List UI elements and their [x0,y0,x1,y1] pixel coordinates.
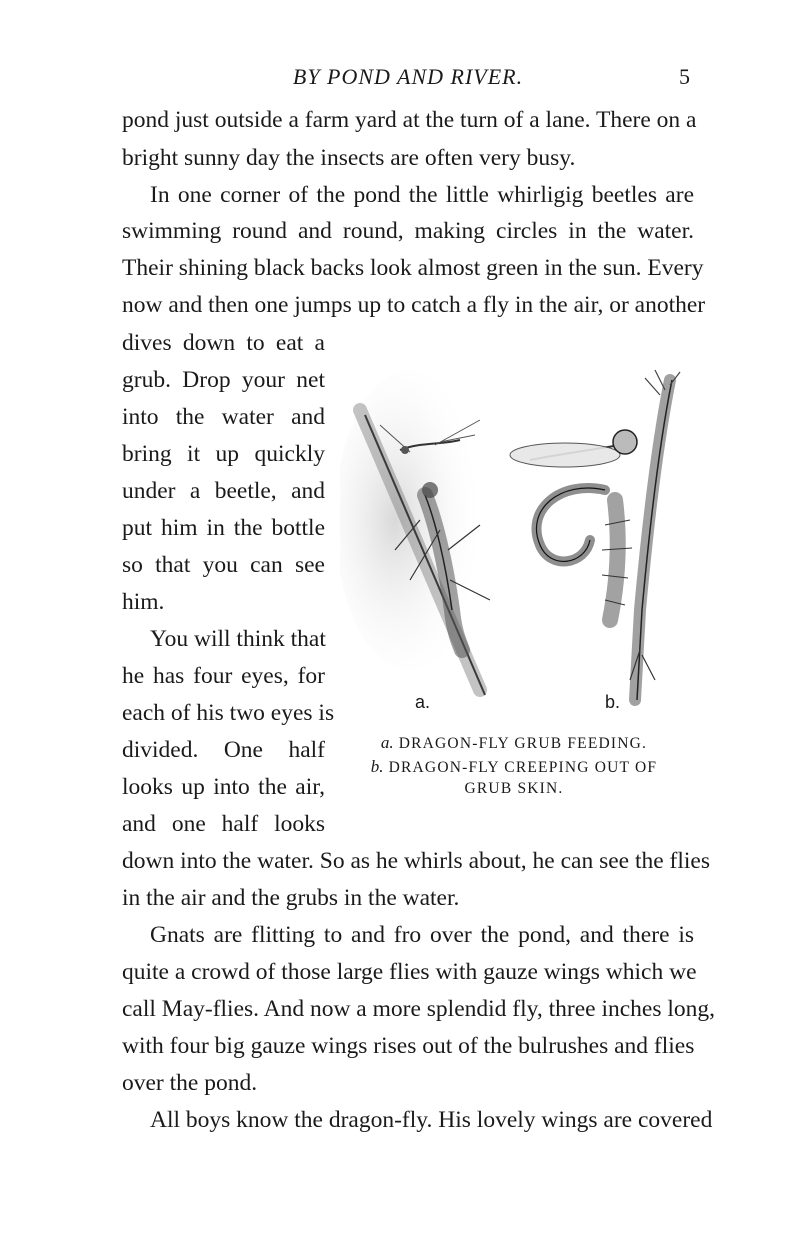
text-line: he has four eyes, for [122,663,325,689]
text-line: and one half looks [122,811,325,837]
text-line: each of his two eyes is [122,700,335,726]
text-line: call May-flies. And now a more splendid fly, three inches long, [122,996,716,1022]
text-line: with four big gauze wings rises out of the bulrushes and flies [122,1033,695,1059]
dragonfly-drawing [340,350,695,720]
running-title: BY POND AND RIVER. [292,64,524,89]
text-line: You will think that [150,626,326,652]
text-line: All boys know the dragon-fly. His lovely wings are covered [150,1107,713,1133]
text-line: in the air and the grubs in the water. [122,885,460,911]
text-line: over the pond. [122,1070,258,1096]
text-line: pond just outside a farm yard at the turn of a lane. There on a [122,107,697,133]
text-line: into the water and [122,404,325,430]
figure-caption-line-3: GRUB SKIN. [464,780,564,797]
page-header [122,62,694,94]
text-line: under a beetle, and [122,478,325,504]
caption-text: DRAGON-FLY CREEPING OUT OF [388,759,658,776]
text-line: down into the water. So as he whirls about, he can see the flies [122,848,711,874]
caption-letter: b. [370,757,384,776]
text-line: him. [122,589,165,615]
text-line: bright sunny day the insects are often very busy. [122,145,576,171]
text-line: grub. Drop your net [122,367,325,393]
text-line: In one corner of the pond the little whirligig beetles are [150,182,694,208]
figure-caption-line-1 [334,733,694,753]
dragonfly-illustration [340,350,695,720]
text-line: quite a crowd of those large flies with gauze wings which we [122,959,697,985]
page-number: 5 [679,64,690,89]
text-line: swimming round and round, making circles in the water. [122,218,694,244]
caption-letter: a. [380,733,394,752]
text-line: so that you can see [122,552,325,578]
text-line: now and then one jumps up to catch a fly in the air, or another [122,292,706,318]
figure-label-b: b. [605,692,621,712]
text-line: Their shining black backs look almost green in the sun. Every [122,255,704,281]
text-line: put him in the bottle [122,515,325,541]
figure-label-a: a. [415,692,431,712]
figure-caption-line-2 [334,757,694,777]
text-line: bring it up quickly [122,441,325,467]
text-line: divided. One half [122,737,325,763]
text-line: Gnats are flitting to and fro over the pond, and there is [150,922,694,948]
text-line: dives down to eat a [122,330,325,356]
caption-text: DRAGON-FLY GRUB FEEDING. [398,735,648,752]
text-line: looks up into the air, [122,774,325,800]
